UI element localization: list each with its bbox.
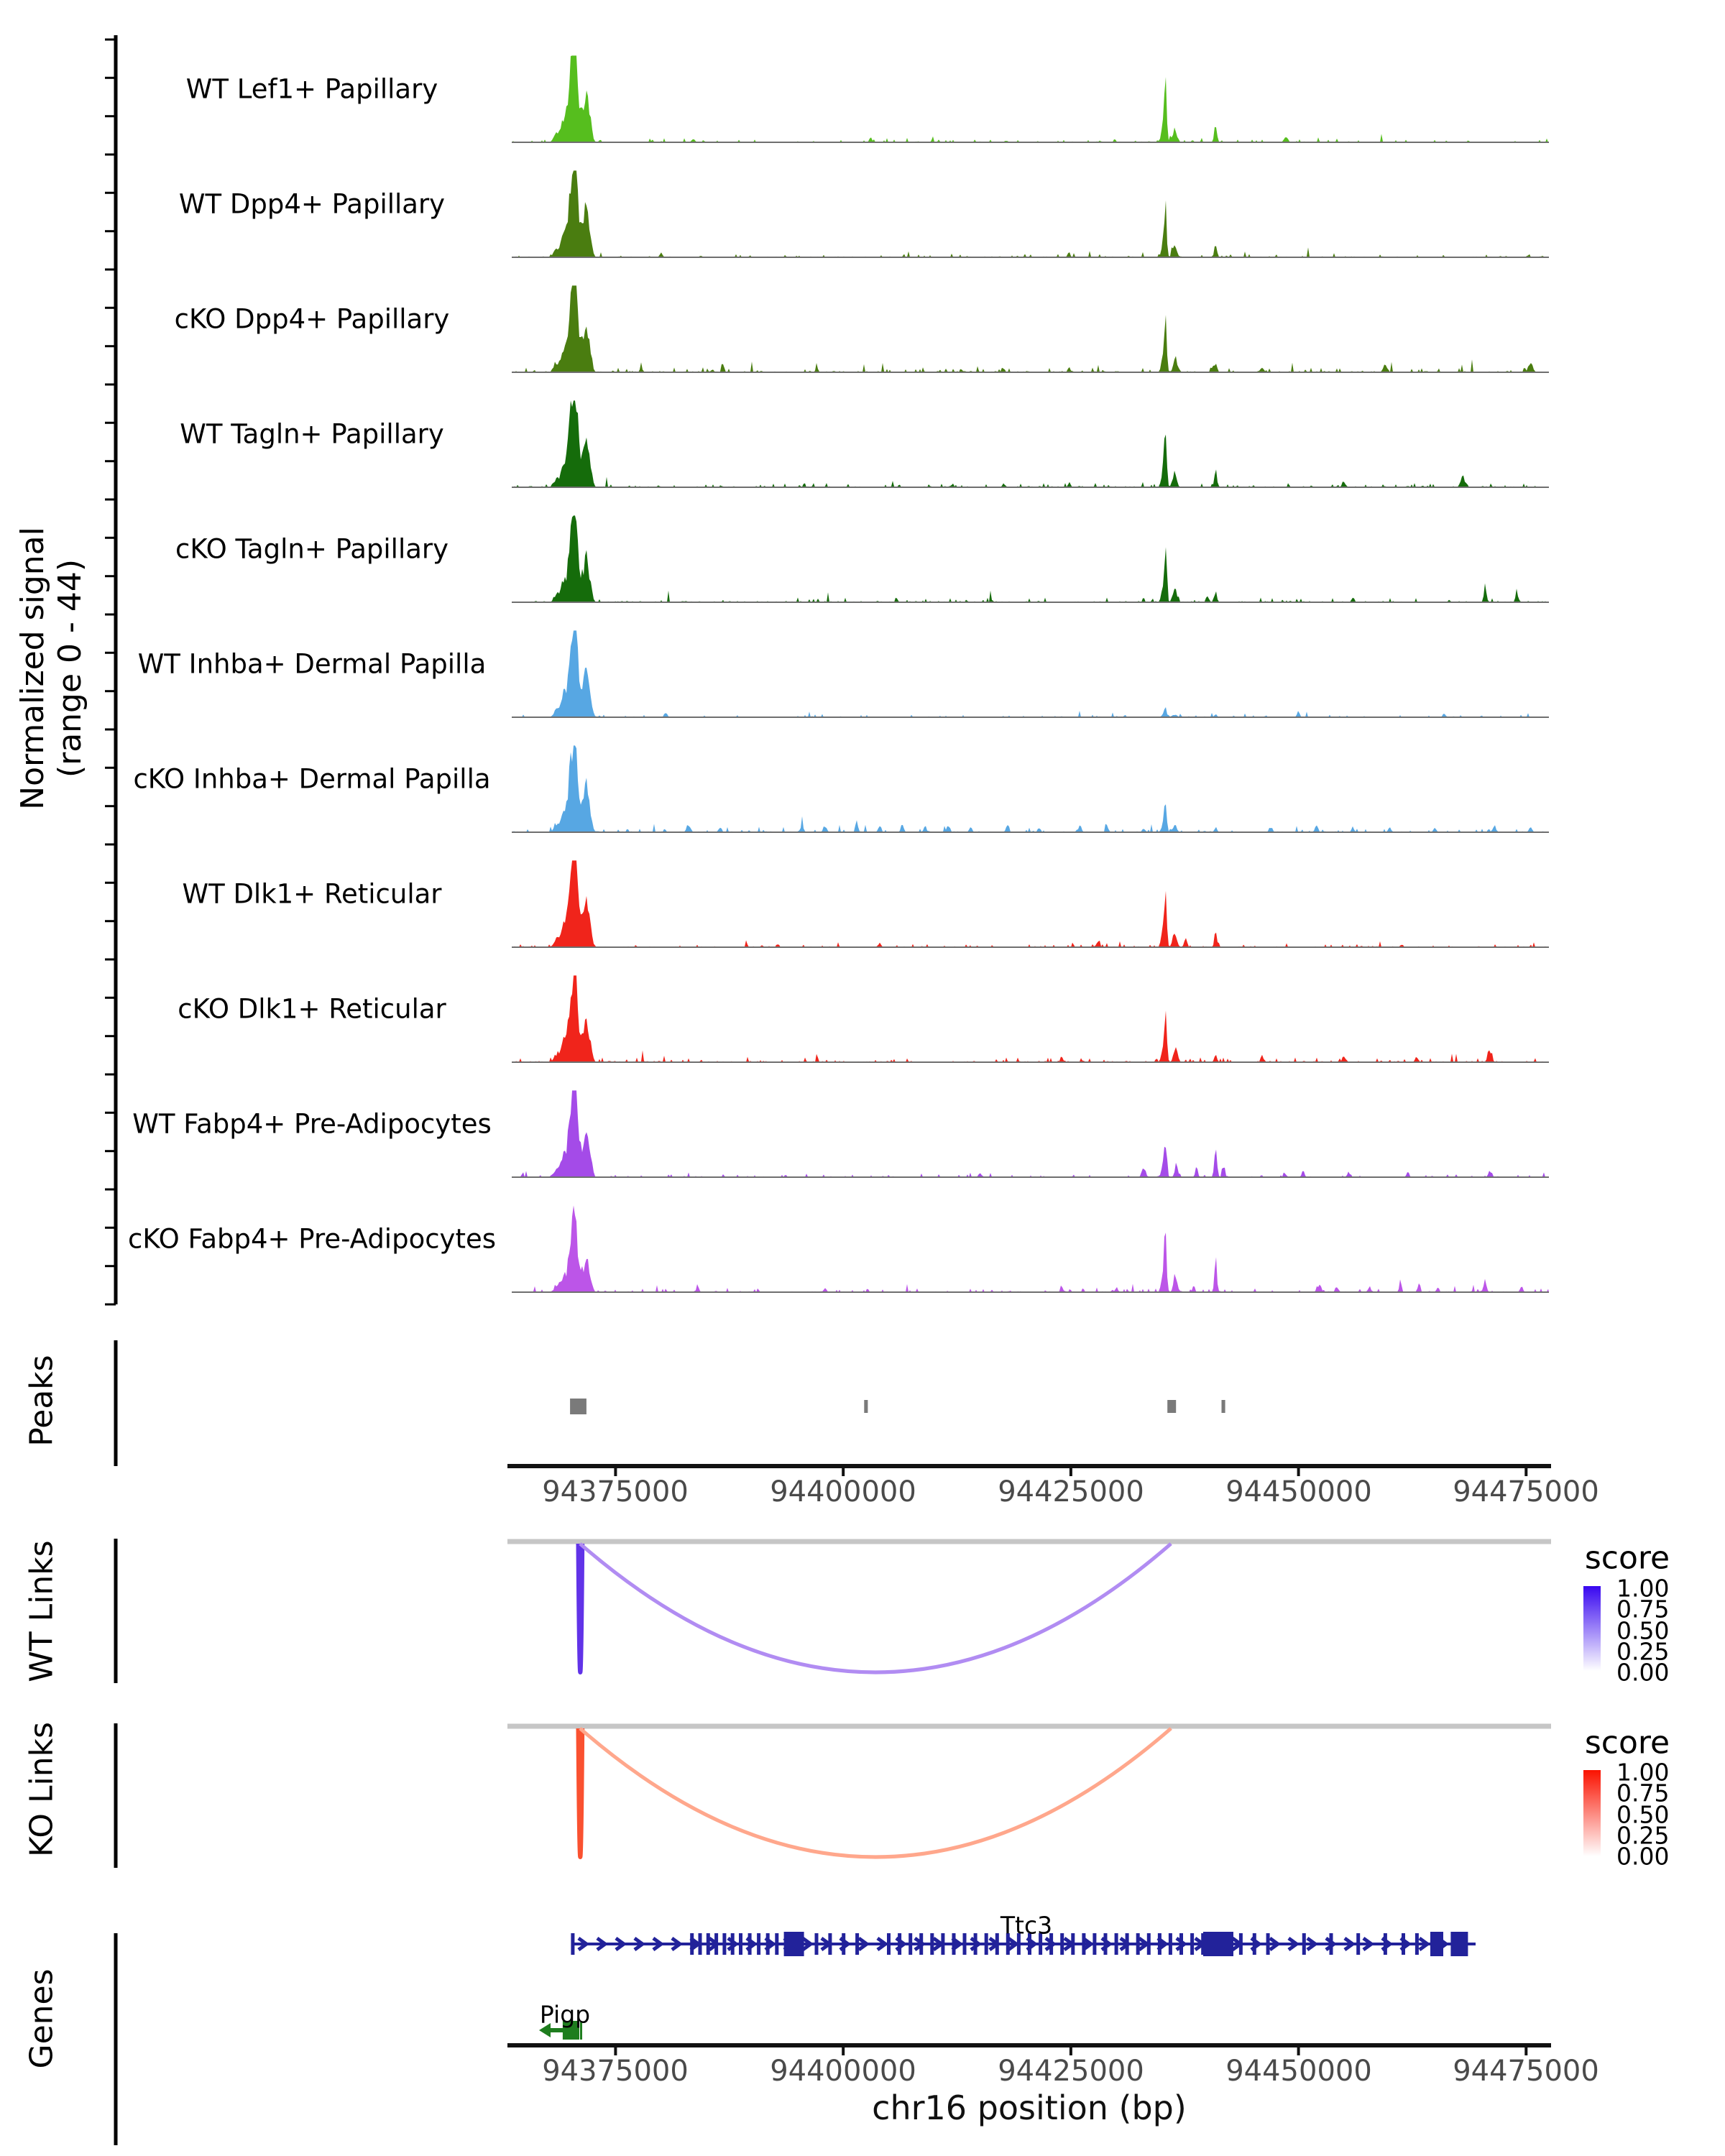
signal-track-2 — [512, 285, 1549, 372]
position-axis-top-tick-label-2: 94425000 — [998, 1475, 1144, 1508]
ttc3-exon-large — [1450, 1932, 1468, 1956]
peak-box-1 — [864, 1400, 868, 1413]
gene-label-pigp: Pigp — [539, 2000, 591, 2029]
position-axis-top-tick-label-4: 94475000 — [1453, 1475, 1599, 1508]
ko-links-score-legend-title: score — [1584, 1724, 1670, 1761]
position-axis-bottom-tick-label-4: 94475000 — [1453, 2055, 1599, 2088]
signal-track-8 — [512, 975, 1549, 1062]
position-axis-top-tick-label-1: 94400000 — [770, 1475, 916, 1508]
ko-links-score-colorbar — [1583, 1770, 1601, 1856]
position-axis-bottom-tick-label-3: 94450000 — [1225, 2055, 1372, 2088]
ttc3-exon — [908, 1933, 912, 1955]
ttc3-exon — [1302, 1933, 1306, 1955]
track-label-4: cKO Tagln+ Papillary — [175, 533, 449, 565]
signal-track-10 — [512, 1205, 1549, 1292]
signal-track-5 — [512, 630, 1549, 717]
track-label-8: cKO Dlk1+ Reticular — [178, 993, 446, 1025]
ttc3-exon — [1104, 1933, 1108, 1955]
track-label-0: WT Lef1+ Papillary — [185, 73, 438, 105]
score-legend-1-tick-0: 1.00 — [1616, 1758, 1670, 1787]
signal-track-6 — [512, 745, 1549, 832]
track-label-2: cKO Dpp4+ Papillary — [174, 303, 450, 335]
wt-links-panel-label: WT Links — [23, 1540, 60, 1682]
position-axis-bottom-tick-label-0: 94375000 — [542, 2055, 689, 2088]
ttc3-exon — [930, 1933, 934, 1955]
signal-axis-label-line1: Normalized signal — [14, 527, 52, 810]
position-axis-top-tick-label-0: 94375000 — [542, 1475, 689, 1508]
ttc3-exon — [1126, 1933, 1129, 1955]
ttc3-exon — [731, 1933, 735, 1955]
ttc3-exon — [985, 1933, 988, 1955]
wt-links-arc-1 — [580, 1544, 1171, 1672]
x-axis-title: chr16 position (bp) — [872, 2088, 1187, 2127]
ko-links-arc-0 — [579, 1728, 583, 1857]
peaks-panel-label: Peaks — [23, 1355, 60, 1447]
peak-box-3 — [1222, 1400, 1225, 1413]
score-legend-1-tick-3: 0.25 — [1616, 1821, 1670, 1850]
ttc3-exon — [766, 1933, 770, 1955]
ttc3-exon — [1147, 1933, 1151, 1955]
position-axis-bottom-tick-label-1: 94400000 — [770, 2055, 916, 2088]
ttc3-exon — [1356, 1933, 1360, 1955]
genes-panel-label: Genes — [23, 1968, 60, 2069]
score-legend-1-tick-2: 0.50 — [1616, 1800, 1670, 1829]
ttc3-exon — [1082, 1933, 1085, 1955]
signal-axis-label — [14, 527, 89, 810]
ko-links-panel-label: KO Links — [23, 1721, 60, 1858]
ttc3-exon — [828, 1933, 832, 1955]
ttc3-exon — [898, 1933, 901, 1955]
score-legend-1-tick-1: 0.75 — [1616, 1779, 1670, 1807]
ttc3-exon — [748, 1933, 752, 1955]
ttc3-exon — [1330, 1933, 1333, 1955]
ttc3-exon — [952, 1933, 956, 1955]
track-label-7: WT Dlk1+ Reticular — [182, 878, 442, 910]
track-label-1: WT Dpp4+ Papillary — [178, 188, 446, 220]
score-legend-1-tick-4: 0.00 — [1616, 1842, 1670, 1871]
ttc3-exon — [941, 1933, 944, 1955]
ttc3-exon — [974, 1933, 978, 1955]
score-legend-0-tick-1: 0.75 — [1616, 1595, 1670, 1623]
ttc3-exon — [887, 1933, 891, 1955]
wt-links-score-legend-title: score — [1584, 1539, 1670, 1577]
peak-box-0 — [570, 1399, 586, 1414]
signal-axis-label-line2: (range 0 - 44) — [52, 558, 88, 778]
ttc3-exon — [842, 1933, 845, 1955]
ttc3-exon — [775, 1933, 778, 1955]
score-legend-0-tick-3: 0.25 — [1616, 1637, 1670, 1666]
position-axis-bottom-tick-label-2: 94425000 — [998, 2055, 1144, 2088]
wt-links-arc-0 — [579, 1544, 583, 1672]
ttc3-exon — [855, 1933, 859, 1955]
ttc3-exon — [707, 1933, 710, 1955]
ttc3-exon — [1115, 1933, 1118, 1955]
track-label-6: cKO Inhba+ Dermal Papilla — [133, 763, 491, 795]
wt-links-score-colorbar — [1583, 1586, 1601, 1671]
track-label-10: cKO Fabp4+ Pre-Adipocytes — [127, 1223, 497, 1255]
score-legend-0-tick-2: 0.50 — [1616, 1616, 1670, 1645]
score-legend-0-tick-0: 1.00 — [1616, 1574, 1670, 1603]
ttc3-exon — [963, 1933, 967, 1955]
signal-track-9 — [512, 1090, 1549, 1177]
signal-track-7 — [512, 860, 1549, 947]
ttc3-exon-large — [1430, 1932, 1443, 1956]
gene-label-ttc3: Ttc3 — [1000, 1911, 1053, 1940]
peak-box-2 — [1167, 1400, 1176, 1413]
ttc3-exon — [714, 1933, 718, 1955]
ttc3-exon — [1266, 1933, 1270, 1955]
ttc3-exon — [1158, 1933, 1162, 1955]
ttc3-exon — [739, 1933, 742, 1955]
position-axis-top-tick-label-3: 94450000 — [1225, 1475, 1372, 1508]
ttc3-exon — [815, 1933, 819, 1955]
signal-track-0 — [512, 55, 1549, 142]
ttc3-exon — [1253, 1933, 1256, 1955]
ttc3-exon — [1384, 1933, 1387, 1955]
ttc3-exon — [722, 1933, 726, 1955]
ttc3-exon — [1136, 1933, 1140, 1955]
ttc3-exon — [1179, 1933, 1183, 1955]
ttc3-exon-large — [1203, 1932, 1233, 1956]
ttc3-exon — [1092, 1933, 1096, 1955]
track-label-5: WT Inhba+ Dermal Papilla — [137, 648, 487, 680]
ttc3-exon — [1190, 1933, 1194, 1955]
ttc3-exon — [1071, 1933, 1075, 1955]
ttc3-exon — [1060, 1933, 1064, 1955]
signal-track-3 — [512, 400, 1549, 487]
ttc3-exon — [699, 1933, 702, 1955]
ttc3-exon — [690, 1933, 694, 1955]
ttc3-exon — [1239, 1933, 1243, 1955]
signal-track-1 — [512, 170, 1549, 257]
score-legend-0-tick-4: 0.00 — [1616, 1658, 1670, 1687]
ttc3-exon — [757, 1933, 760, 1955]
ttc3-exon — [571, 1933, 574, 1955]
track-label-9: WT Fabp4+ Pre-Adipocytes — [132, 1108, 492, 1140]
ttc3-exon — [919, 1933, 923, 1955]
signal-track-4 — [512, 515, 1549, 602]
ttc3-exon — [995, 1933, 999, 1955]
ttc3-exon-large — [784, 1932, 804, 1956]
track-label-3: WT Tagln+ Papillary — [180, 418, 444, 450]
ko-links-arc-1 — [580, 1728, 1171, 1857]
ttc3-exon — [1415, 1933, 1419, 1955]
ttc3-exon — [1402, 1933, 1405, 1955]
ttc3-exon — [1169, 1933, 1172, 1955]
